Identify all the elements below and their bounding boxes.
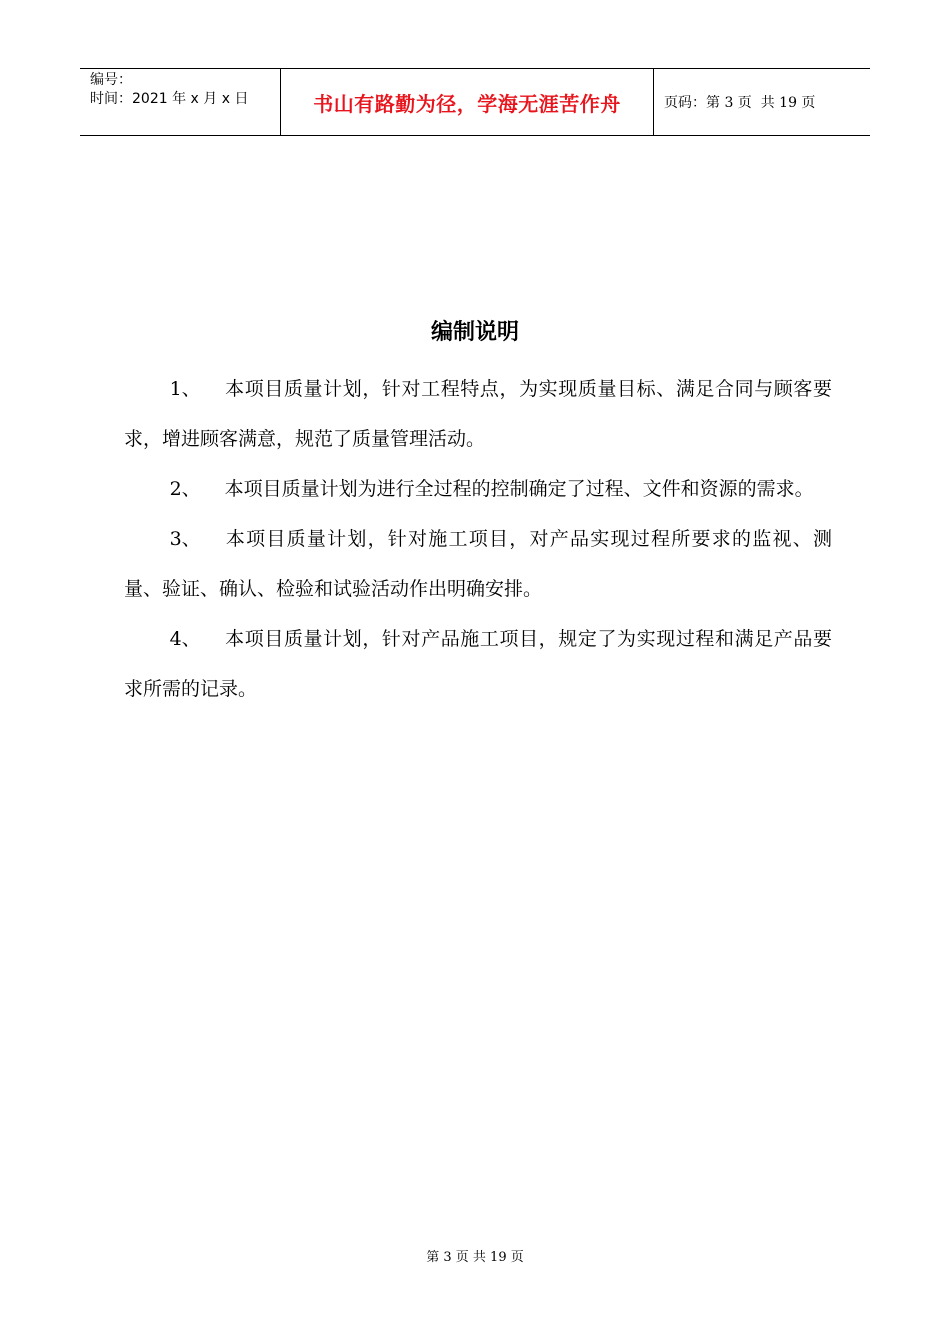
paragraph-text: 本项目质量计划，针对施工项目，对产品实现过程所要求的监视、测量、验证、确认、检验和试验活动作出明确安排。	[124, 528, 832, 600]
document-title: 编制说明	[430, 320, 519, 345]
paragraph-2	[124, 464, 832, 514]
document-time-label: 时间：2021 年 x 月 x 日	[90, 91, 249, 107]
paragraph-number: 4、	[169, 628, 201, 650]
paragraph-text: 本项目质量计划，针对产品施工项目，规定了为实现过程和满足产品要求所需的记录。	[124, 628, 832, 700]
paragraph-4	[124, 614, 832, 714]
paragraph-1	[124, 364, 832, 464]
page-footer: 第 3 页 共 19 页	[426, 1250, 524, 1265]
document-header	[80, 68, 870, 136]
paragraph-number: 1、	[169, 378, 201, 400]
header-meta-cell	[80, 69, 281, 135]
header-motto: 书山有路勤为径，学海无涯苦作舟	[281, 69, 654, 135]
header-page-label: 页码：第 3 页 共 19 页	[664, 95, 816, 111]
paragraph-number: 3、	[169, 528, 201, 550]
document-number-label: 编号：	[90, 72, 132, 88]
paragraph-3	[124, 514, 832, 614]
paragraph-number: 2、	[169, 478, 201, 500]
paragraph-text: 本项目质量计划为进行全过程的控制确定了过程、文件和资源的需求。	[224, 478, 814, 500]
paragraph-text: 本项目质量计划，针对工程特点，为实现质量目标、满足合同与顾客要求，增进顾客满意，规范了质量管理活动。	[124, 378, 832, 450]
document-body	[124, 364, 832, 714]
